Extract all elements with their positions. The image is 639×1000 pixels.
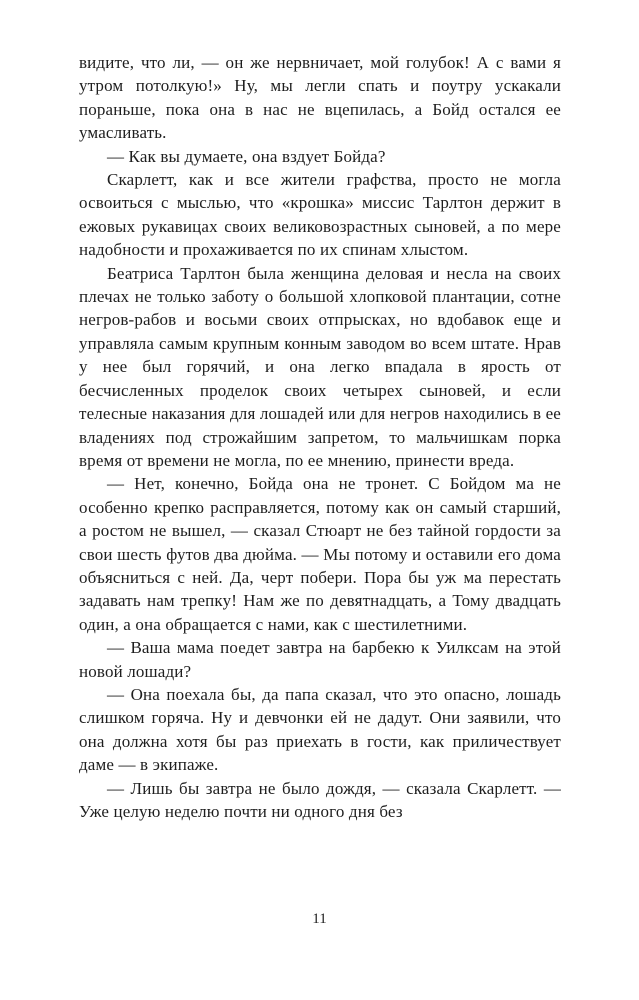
paragraph: Беатриса Тарлтон была женщина деловая и несла на своих плечах не только заботу о большой хлопковой плантации, сотне негров-рабов и восьми своих отпрысках, но вдобавок еще и управляла самым крупным конным заводом во всем штате. Нрав у нее был горячий, и она легко впадала в ярость от бесчисленных проделок своих четырех сыновей, и если телесные наказания для лошадей или для негров находились в ее владениях под строжайшим запретом, то мальчишкам порка время от времени не могла, по ее мнению, принести вреда. — [79, 263, 561, 470]
paragraph: — Она поехала бы, да папа сказал, что это опасно, лошадь слишком горяча. Ну и девчонки ей не дадут. Они заявили, что она должна хотя бы раз приехать в гости, как приличествует даме — в экипаже. — [79, 684, 561, 775]
paragraph: — Нет, конечно, Бойда она не тронет. С Бойдом ма не особенно крепко расправляется, потому как он самый старший, а ростом не вышел, — сказал Стюарт не без тайной гордости за свои шесть футов два дюйма. — Мы потому и оставили его дома объясниться с ней. Да, черт побери. Пора бы уж ма перестать задавать нам трепку! Нам же по девятнадцать, а Тому двадцать один, а она обращается с нами, как с шестилетними. — [79, 474, 561, 634]
paragraph: — Как вы думаете, она вздует Бойда? — [107, 146, 386, 166]
paragraph: — Ваша мама поедет завтра на барбекю к Уилксам на этой новой лошади? — [79, 638, 561, 681]
paragraph: — Лишь бы завтра не было дождя, — сказала Скарлетт. — Уже целую неделю почти ни одного дня без — [79, 778, 561, 821]
paragraph: видите, что ли, — он же нервничает, мой голубок! А с вами я утром потолкую!» Ну, мы легли спать и поутру ускакали пораньше, пока она в нас не вцепилась, а Бойд остался ее умасливать. — [79, 53, 561, 143]
page-number: 11 — [312, 911, 327, 927]
page-text — [79, 51, 561, 901]
paragraph: Скарлетт, как и все жители графства, просто не могла освоиться с мыслью, что «крошка» миссис Тарлтон держит в ежовых рукавицах своих великовозрастных сыновей, а по мере надобности и прохаживается по их спинам хлыстом. — [79, 170, 561, 260]
